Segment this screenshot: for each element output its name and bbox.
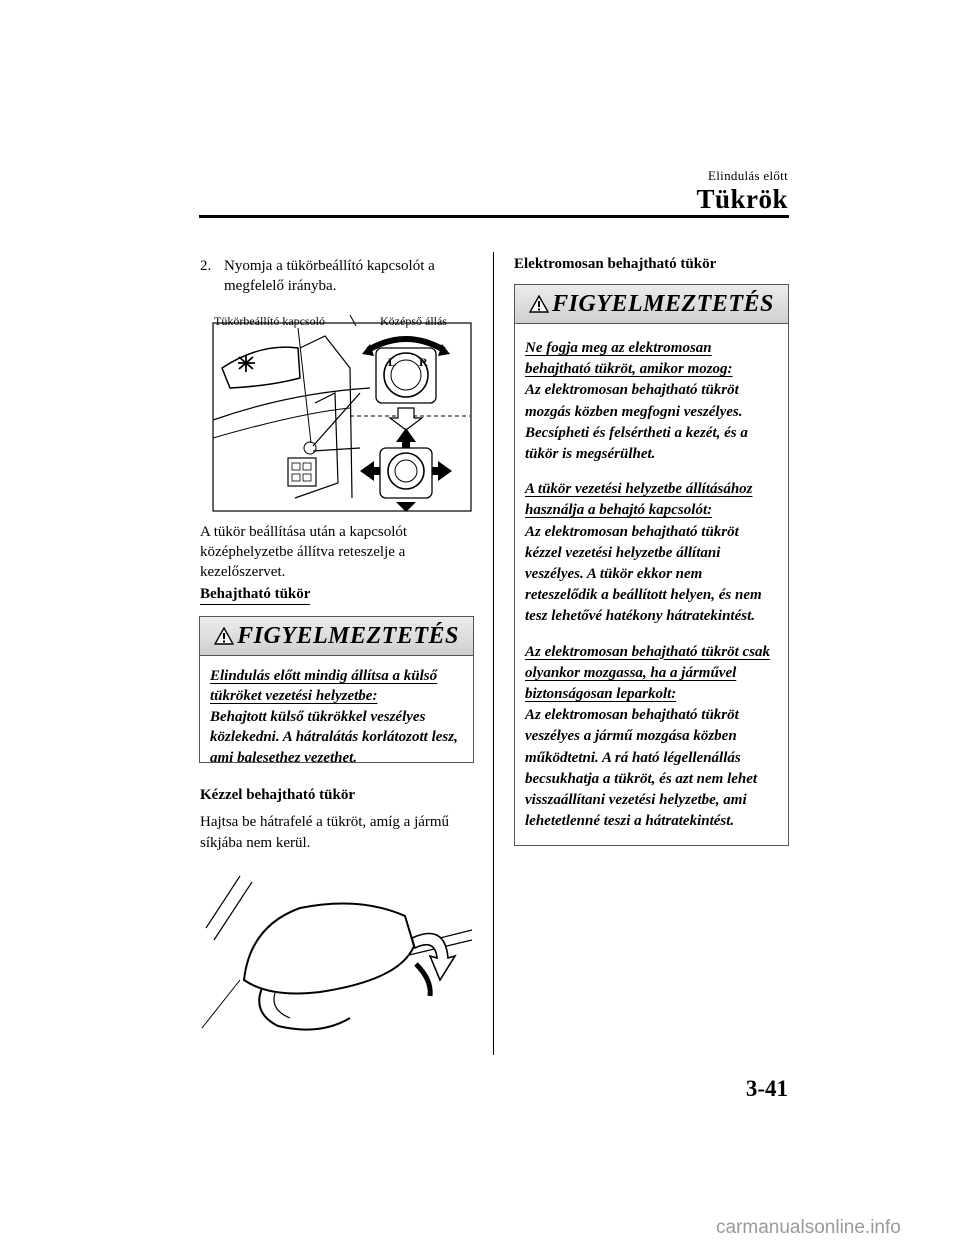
mirror-switch-figure — [200, 308, 472, 512]
column-divider — [493, 252, 494, 1055]
letter-r: R — [419, 355, 428, 369]
after-adjust-paragraph: A tükör beállítása után a kapcsolót középhelyzetbe állítva reteszelje a kezelőszervet. — [200, 524, 408, 580]
mirror-switch-illustration — [200, 308, 472, 512]
step-number: 2. — [200, 258, 212, 274]
warning-title: FIGYELMEZTETÉS — [237, 622, 459, 649]
warning-lead: Elindulás előtt mindig állítsa a külső tükröket vezetési helyzetbe: — [210, 668, 438, 705]
electric-mirror-heading: Elektromosan behajtható tükör — [514, 256, 717, 272]
label-mirror-switch: Tükörbeállító kapcsoló — [214, 314, 325, 328]
manual-mirror-illustration — [200, 868, 472, 1036]
warning-box-folding — [199, 616, 474, 766]
page-number: 3-41 — [745, 1076, 788, 1101]
letter-l: L — [388, 355, 397, 369]
warning-header — [200, 617, 473, 656]
warning-lead: A tükör vezetési helyzetbe állításához használja a behajtó kapcsolót: — [525, 481, 753, 519]
step-text: Nyomja a tükörbeállító kapcsolót a megfelelő irányba. — [224, 258, 435, 294]
step-2 — [200, 256, 485, 296]
warning-lead: Az elektromosan behajtható tükröt csak olyankor mozgassa, ha a járművel biztonságosan leparkolt: — [525, 643, 771, 703]
warning-body: Behajtott külső tükrökkel veszélyes közlekedni. A hátralátás korlátozott lesz, ami balesethez vezethet. — [210, 708, 458, 766]
warning-body: Az elektromosan behajtható tükröt mozgás közben megfogni veszélyes. Becsípheti és felsértheti a kezét, és a tükör is megsérülhet. — [525, 382, 748, 463]
door-switch-panel — [288, 458, 316, 486]
warning-box-electric — [514, 284, 789, 846]
warning-title: FIGYELMEZTETÉS — [552, 290, 774, 317]
header-divider — [199, 215, 789, 218]
fold-arrow-icon — [412, 934, 455, 981]
label-center-position: Középső állás — [380, 314, 447, 328]
mirror-housing — [244, 904, 414, 994]
warning-item — [525, 338, 778, 465]
manual-mirror-heading: Kézzel behajtható tükör — [200, 787, 355, 803]
warning-triangle-icon — [529, 295, 549, 313]
warning-item — [525, 479, 778, 627]
warning-body: Az elektromosan behajtható tükröt kézzel vezetési helyzetbe állítani veszélyes. A tükör ekkor nem reteszelődik a beállított helyen, és nem tesz lehetővé hatékony hátratekintést. — [525, 523, 762, 625]
warning-item — [525, 642, 778, 833]
warning-lead: Ne fogja meg az elektromosan behajtható tükröt, amikor mozog: — [525, 340, 733, 378]
section-label: Elindulás előtt — [708, 168, 788, 183]
page-title: Tükrök — [696, 184, 788, 214]
warning-header — [515, 285, 788, 324]
manual-mirror-figure — [200, 868, 472, 1036]
watermark: carmanualsonline.info — [716, 1217, 901, 1238]
warning-body: Az elektromosan behajtható tükröt veszélyes a jármű mozgása közben működtetni. A rá ható légellenállás becsukhatja a tükröt, és azt nem lehet visszaállítani vezetési helyzetbe, ami lehetetlenné teszi a hátratekintést. — [525, 707, 758, 830]
manual-mirror-paragraph: Hajtsa be hátrafelé a tükröt, amíg a jármű síkjába nem kerül. — [200, 814, 450, 851]
folding-mirror-heading: Behajtható tükör — [200, 586, 310, 605]
warning-triangle-icon — [214, 627, 234, 645]
